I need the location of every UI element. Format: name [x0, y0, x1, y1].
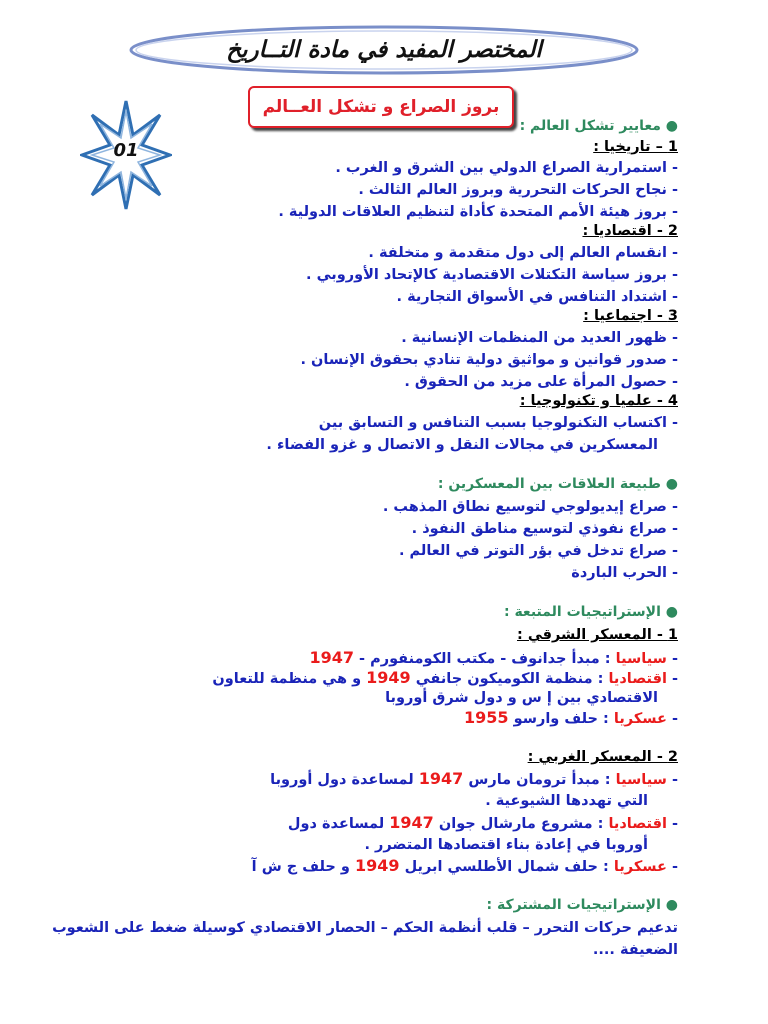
western-political: - سياسيا : مبدأ ترومان مارس 1947 لمساعدة دول أوروبا [270, 769, 678, 788]
western-military: - عسكريا : حلف شمال الأطلسي ابريل 1949 و حلف ج ش آ [251, 856, 678, 875]
social-title: 3 - اجتماعيا : [583, 308, 678, 324]
western-camp-title: 2 - المعسكر الغربي : [527, 749, 678, 765]
list-item: - صراع تدخل في بؤر التوتر في العالم . [398, 543, 678, 559]
western-economic: - اقتصاديا : مشروع مارشال جوان 1947 لمساعدة دول [287, 813, 678, 832]
eastern-camp-title: 1 - المعسكر الشرقي : [517, 627, 678, 643]
western-economic-continuation: أوروبا في إعادة بناء اقتصادها المتضرر . [364, 837, 648, 853]
list-item: - صدور قوانين و مواثيق دولية تنادي بحقوق الإنسان . [300, 352, 678, 368]
historical-title: 1 – تاريخيا : [593, 139, 678, 155]
relations-heading: ● طبيعة العلاقات بين المعسكرين : [437, 476, 678, 492]
western-political-continuation: التي تهددها الشيوعية . [485, 793, 648, 809]
list-item: - اشتداد التنافس في الأسواق التجارية . [396, 289, 678, 305]
list-item-continuation: المعسكرين في مجالات النقل و الاتصال و غزو الفضاء . [266, 437, 658, 453]
economic-title: 2 - اقتصاديا : [582, 223, 678, 239]
list-item: - بروز هيئة الأمم المتحدة كأداة لتنظيم العلاقات الدولية . [278, 204, 678, 220]
list-item: - صراع نفوذي لتوسيع مناطق النفوذ . [411, 521, 678, 537]
lesson-number: 01 [113, 140, 139, 161]
list-item: - انقسام العالم إلى دول متقدمة و متخلفة . [368, 245, 678, 261]
list-item: - نجاح الحركات التحررية وبروز العالم الثالث . [358, 182, 678, 198]
list-item: - بروز سياسة التكتلات الاقتصادية كالإتحاد الأوروبي . [306, 267, 678, 283]
eastern-economic-continuation: الاقتصادي بين إ س و دول شرق أوروبا [385, 690, 658, 706]
list-item: - اكتساب التكنولوجيا بسبب التنافس و التسابق بين [318, 415, 678, 431]
list-item: - الحرب الباردة [571, 565, 678, 581]
criteria-heading: ● معايير تشكل العالم : [519, 118, 678, 134]
list-item: - استمرارية الصراع الدولي بين الشرق و الغرب . [335, 160, 678, 176]
page-title: المختصر المفيد في مادة التــاريخ [226, 36, 542, 63]
list-item: - حصول المرأة على مزيد من الحقوق . [404, 374, 678, 390]
eastern-military: - عسكريا : حلف وارسو 1955 [464, 708, 678, 727]
list-item: - صراع إيديولوجي لتوسيع نطاق المذهب . [382, 499, 678, 515]
scientific-title: 4 - علميا و تكنولوجيا : [519, 393, 678, 409]
strategies-heading: ● الإستراتيجيات المتبعة : [503, 604, 678, 620]
lesson-title: بروز الصراع و تشكل العــالم [262, 97, 500, 117]
eastern-economic: - اقتصاديا : منظمة الكوميكون جانفي 1949 و هي منظمة للتعاون [212, 668, 678, 687]
list-item: - ظهور العديد من المنظمات الإنسانية . [401, 330, 678, 346]
shared-strategies-line: تدعيم حركات التحرر – قلب أنظمة الحكم – الحصار الاقتصادي كوسيلة ضغط على الشعوب [52, 920, 678, 936]
shared-strategies-line: الضعيفة .... [592, 942, 678, 958]
shared-strategies-heading: ● الإستراتيجيات المشتركة : [486, 897, 678, 913]
eastern-political: - سياسيا : مبدأ جدانوف - مكتب الكومنفورم - 1947 [309, 648, 678, 667]
